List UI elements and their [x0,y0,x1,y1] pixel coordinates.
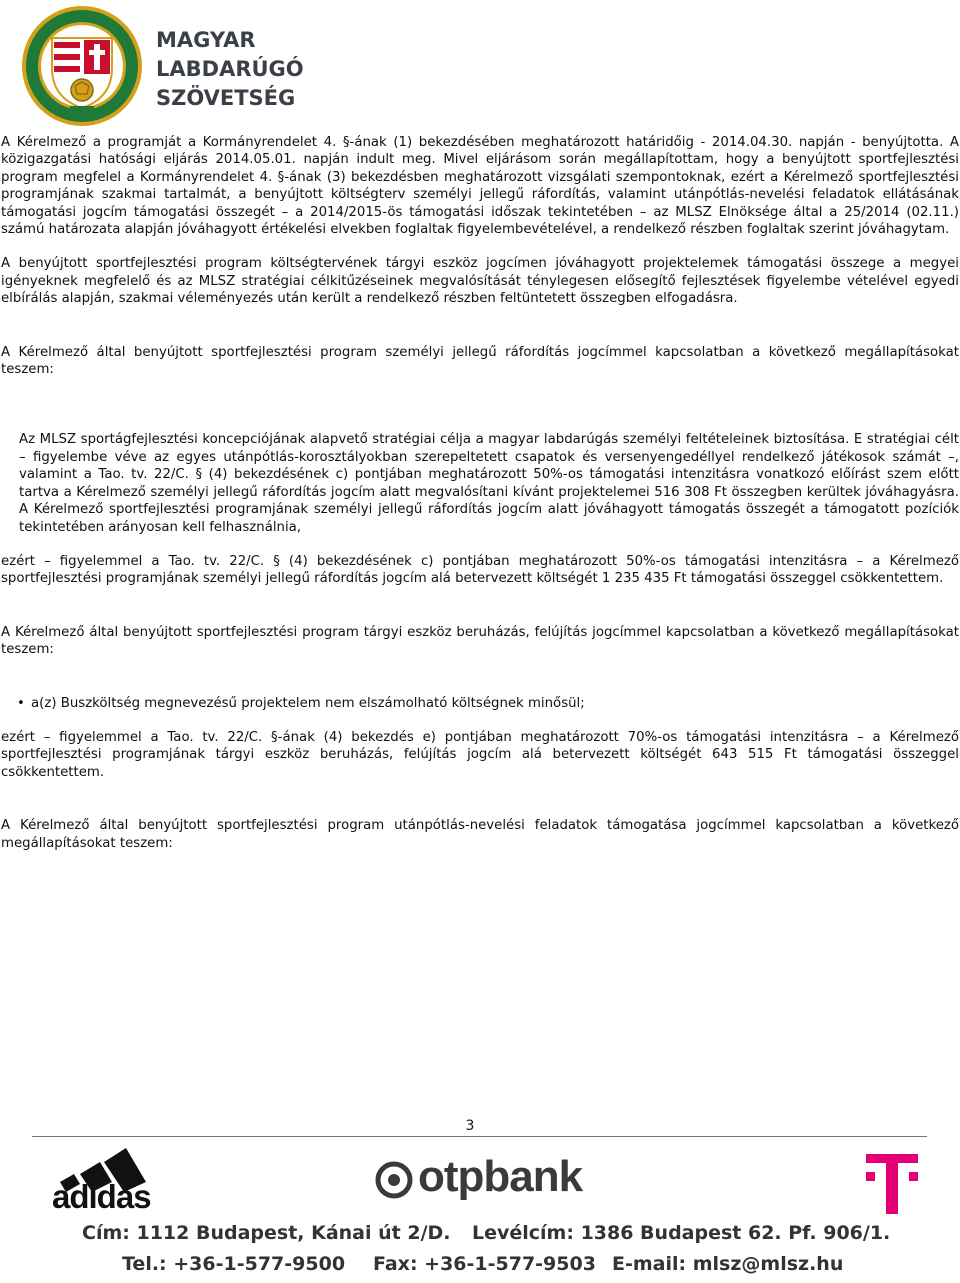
paragraph-asset-budget: A benyújtott sportfejlesztési program költségtervének tárgyi eszköz jogcímen jóváhagyott projektelemek támogatási összege a megyei igényeknek megfelelő és az MLSZ stratégiai célkitűzéseinek megvalósítását ténylegesen elősegítő fejlesztések figyelembe vételével egyedi elbírálás alapján, szakmai véleményezés után került a rendelkező részben feltüntetett összegben elfogadásra. [1,256,959,307]
org-name-line3: SZÖVETSÉG [156,86,296,110]
paragraph-personnel-intro: A Kérelmező által benyújtott sportfejlesztési program személyi jellegű ráfordítás jogcímmel kapcsolatban a következő megállapításokat teszem: [1,344,959,378]
paragraph-personnel-reduction: ezért – figyelemmel a Tao. tv. 22/C. § (4) bekezdésének c) pontjában meghatározott 50%-os támogatási intenzitásra – a Kérelmező sportfejlesztési programjának személyi jellegű ráfordítás jogcím alá betervezett költségét 1 235 435 Ft támogatási összeggel csökkentettem. [1,553,959,587]
contact-fax: Fax: +36-1-577-9503 [373,1253,596,1275]
sponsor-otpbank: otpbank [418,1152,583,1201]
document-body [1,134,959,852]
contact-phone: Tel.: +36-1-577-9500 [122,1253,346,1275]
list-item [17,695,959,712]
paragraph-asset-reduction: ezért – figyelemmel a Tao. tv. 22/C. §-ának (4) bekezdés e) pontjában meghatározott 70%-os támogatási intenzitásra – a Kérelmező sportfejlesztési programjának tárgyi eszköz beruházás, felújítás jogcím alá betervezett költségét 643 515 Ft támogatási összeggel csökkentettem. [1,729,959,780]
paragraph-asset-intro: A Kérelmező által benyújtott sportfejlesztési program tárgyi eszköz beruházás, felújítás jogcímmel kapcsolatban a következő megállapításokat teszem: [1,624,959,658]
paragraph-procedure: A Kérelmező a programját a Kormányrendelet 4. §-ának (1) bekezdésében meghatározott határidőig - 2014.04.30. napján - benyújtotta. A közigazgatási hatósági eljárás 2014.05.01. napján indult meg. Mivel eljárásom során megállapítottam, hogy a benyújtott sportfejlesztési program megfelel a Kormányrendelet 4. §-ának (3) bekezdésben meghatározott vizsgálati szempontoknak, ezért a Kérelmező sportfejlesztési programjának szakmai tartalmát, a benyújtott költségterv személyi jellegű ráfordítás, valamint utánpótlás-nevelési feladatok ellátásának támogatási jogcím támogatási összegét – a 2014/2015-ös támogatási időszak tekintetében – az MLSZ Elnöksége által a 25/2014 (02.11.) számú határozata alapján jóváhagyott értékelési elvekben foglaltak figyelembevételével, a rendelkező részben foglaltak szerint jóváhagytam. [1,135,959,238]
contact-email: E-mail: mlsz@mlsz.hu [612,1253,844,1275]
bullet-icon: • [17,695,25,711]
footer-divider [32,1136,927,1137]
list-item-text: a(z) Buszköltség megnevezésű projektelem nem elszámolható költségnek minősül; [31,695,585,711]
page-number: 3 [465,1118,475,1134]
paragraph-personnel-detail: Az MLSZ sportágfejlesztési koncepciójának alapvető stratégiai célja a magyar labdarúgás személyi feltételeinek biztosítása. E stratégiai célt – figyelembe véve az egyes utánpótlás-korosztályokban szerepeltetett csapatok és versenyengedéllyel rendelkező játékosok számát –, valamint a Tao. tv. 22/C. § (4) bekezdésének c) pontjában meghatározott 50%-os támogatási intenzitásra vonatkozó előírást szem előtt tartva a Kérelmező személyi jellegű ráfordítás jogcím alatt megvalósítani kívánt projektelemei 516 308 Ft összegben kerültek jóváhagyásra. A Kérelmező sportfejlesztési programjának személyi jellegű ráfordítás jogcím alatt jóváhagyott támogatás összegét a támogatott pozíciók tekintetében arányosan kell felhasználnia, [19,432,959,535]
org-name-line1: MAGYAR [156,28,256,52]
sponsor-bar [0,1140,960,1220]
contact-address: Cím: 1112 Budapest, Kánai út 2/D. [82,1222,451,1244]
otpbank-logo-icon [372,1154,416,1204]
org-name-line2: LABDARÚGÓ [156,57,304,81]
letterhead [20,4,320,128]
telekom-t-icon [862,1148,922,1218]
sponsor-adidas: adidas [52,1178,151,1215]
contact-postal: Levélcím: 1386 Budapest 62. Pf. 906/1. [472,1222,891,1244]
mlsz-crest-icon [20,4,144,128]
paragraph-youth-intro: A Kérelmező által benyújtott sportfejlesztési program utánpótlás-nevelési feladatok támogatása jogcímmel kapcsolatban a következő megállapításokat teszem: [1,818,959,851]
org-name [156,26,304,113]
